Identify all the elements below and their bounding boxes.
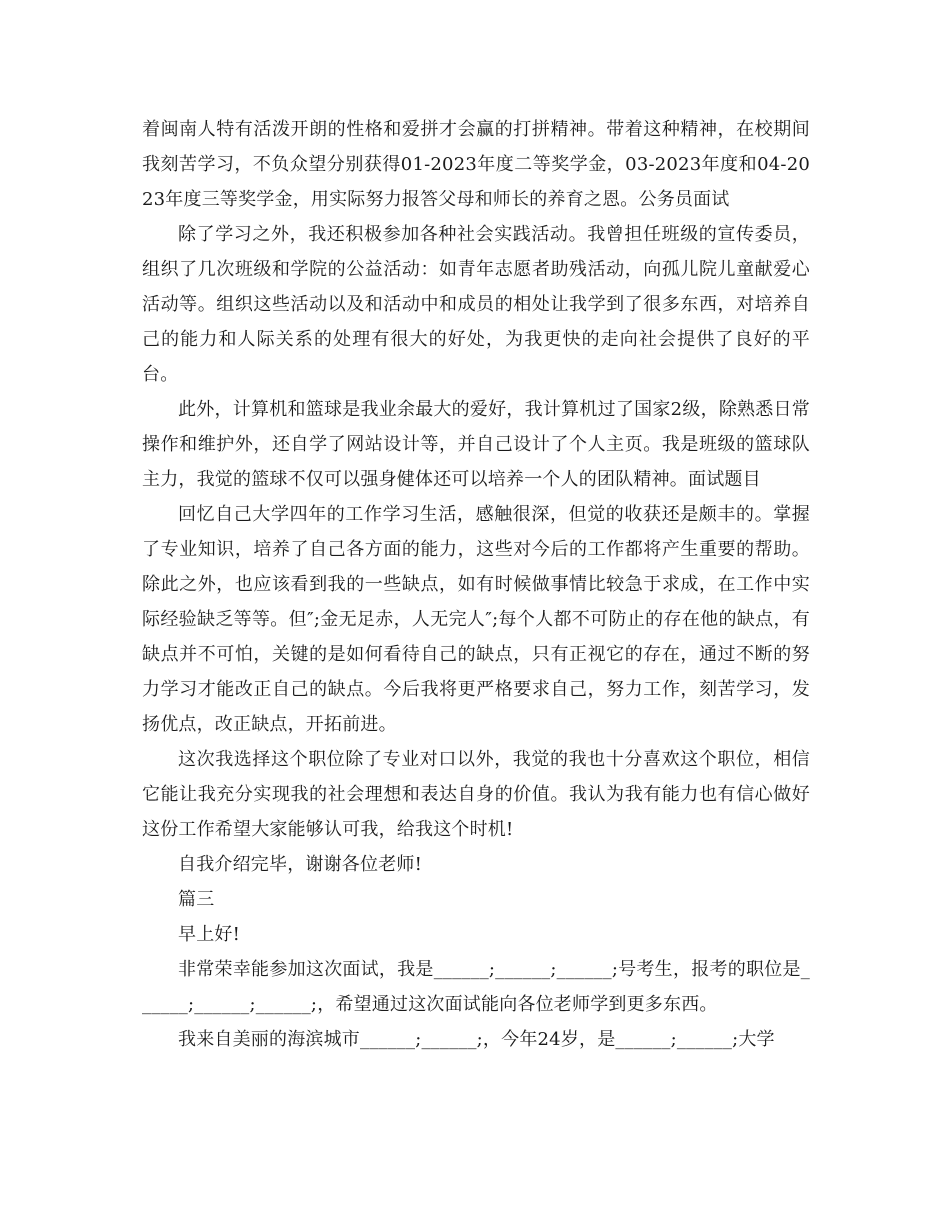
paragraph-hobbies: 此外，计算机和篮球是我业余最大的爱好，我计算机过了国家2级，除熟悉日常操作和维护外，还自学了网站设计等，并自己设计了个人主页。我是班级的篮球队主力，我觉的篮球不仅可以强身健体还可以培养一个人的团队精神。面试题目 bbox=[142, 399, 810, 490]
section-heading: 篇三 bbox=[178, 889, 215, 910]
paragraph-reflection: 回忆自己大学四年的工作学习生活，感触很深，但觉的收获还是颇丰的。掌握了专业知识，培养了自己各方面的能力，这些对今后的工作都将产生重要的帮助。除此之外，也应该看到我的一些缺点，如有时候做事情比较急于求成，在工作中实际经验缺乏等等。但″;金无足赤，人无完人″;每个人都不可防止的存在他的缺点，有缺点并不可怕，关键的是如何看待自己的缺点，只有正视它的存在，通过不断的努力学习才能改正自己的缺点。今后我将更严格要求自己，努力工作，刻苦学习，发扬优点，改正缺点，开拓前进。 bbox=[142, 504, 810, 735]
paragraph-greeting: 早上好! bbox=[178, 924, 241, 945]
paragraph-closing: 自我介绍完毕，谢谢各位老师! bbox=[178, 854, 423, 875]
paragraph-position-choice: 这次我选择这个职位除了专业对口以外，我觉的我也十分喜欢这个职位，相信它能让我充分实现我的社会理想和表达自身的价值。我认为我有能力也有信心做好这份工作希望大家能够认可我，给我这个时机! bbox=[142, 749, 810, 840]
paragraph-social-practice: 除了学习之外，我还积极参加各种社会实践活动。我曾担任班级的宣传委员，组织了几次班级和学院的公益活动：如青年志愿者助残活动，向孤儿院儿童献爱心活动等。组织这些活动以及和活动中和成员的相处让我学到了很多东西，对培养自己的能力和人际关系的处理有很大的好处，为我更快的走向社会提供了良好的平台。 bbox=[142, 224, 810, 385]
document-body bbox=[142, 112, 810, 1057]
paragraph-hometown: 我来自美丽的海滨城市______;______;，今年24岁，是______;______;大学 bbox=[178, 1029, 775, 1050]
paragraph-intro: 非常荣幸能参加这次面试，我是______;______;______;号考生，报考的职位是______;______;______;，希望通过这次面试能向各位老师学到更多东西。 bbox=[142, 959, 810, 1015]
paragraph-continuation: 着闽南人特有活泼开朗的性格和爱拼才会赢的打拼精神。带着这种精神，在校期间我刻苦学习，不负众望分别获得01-2023年度二等奖学金，03-2023年度和04-2023年度三等奖学金，用实际努力报答父母和师长的养育之恩。公务员面试 bbox=[142, 119, 810, 210]
